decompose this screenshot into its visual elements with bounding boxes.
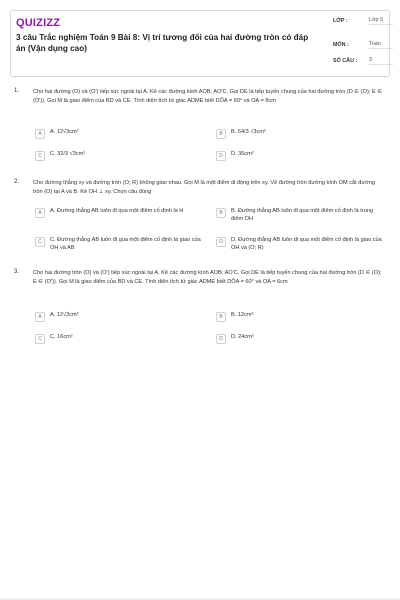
option-text: C. Đường thẳng AB luôn đi qua một điểm cố định là giao của OH và AB	[50, 237, 201, 251]
grade-value: Lớp 9	[369, 17, 393, 25]
option-letter-badge: B	[216, 312, 226, 322]
option-text: D. 24cm²	[231, 334, 254, 340]
option-text: D. 36cm²	[231, 151, 254, 157]
option-a[interactable]	[35, 208, 205, 218]
option-d[interactable]	[216, 151, 386, 161]
grade-label: LỚP :	[333, 18, 348, 24]
option-text: A. 12√3cm²	[50, 129, 79, 135]
option-letter-badge: C	[35, 151, 45, 161]
option-text: C. 16cm²	[50, 334, 73, 340]
option-d[interactable]	[216, 237, 386, 253]
question-number: 1.	[14, 88, 20, 94]
quizizz-logo: QUIZIZZ	[16, 17, 61, 29]
option-letter-badge: A	[35, 129, 45, 139]
subject-label: MÔN :	[333, 42, 349, 48]
option-a[interactable]	[35, 312, 205, 322]
question-number: 2.	[14, 179, 20, 185]
option-text: D. Đường thẳng AB luôn đi qua một điểm cố định là giao của OH và (O; R)	[231, 237, 382, 251]
option-letter-badge: B	[216, 208, 226, 218]
option-letter-badge: C	[35, 334, 45, 344]
option-text: B. 12cm²	[231, 312, 254, 318]
question-text: Cho đường thẳng xy và đường tròn (O; R) không giao nhau. Gọi M là một điểm di động trên xy. Vẽ đường tròn đường kính OM cắt đường tròn (O) tại A và B. Kẻ OH ⊥ xy. Chọn câu đúng	[33, 180, 375, 195]
option-c[interactable]	[35, 237, 205, 253]
option-letter-badge: C	[35, 237, 45, 247]
option-text: A. 12√3cm²	[50, 312, 79, 318]
option-letter-badge: A	[35, 312, 45, 322]
option-c[interactable]	[35, 334, 205, 344]
subject-value: Toán	[369, 41, 393, 49]
option-b[interactable]	[216, 208, 386, 224]
option-text: B. 64/3 √3cm²	[231, 129, 266, 135]
question-text: Cho hai đường (O) và (O') tiếp xúc ngoài tại A. Kẻ các đường kính AOB; AO'C. Gọi DE là tiếp tuyến chung của hai đường tròn (D ∈ (O); E ∈ (O')). Gọi M là giao điểm của BD và CE. Tính diện tích tứ giác ADME biết DÔA = 60° và OA = 8cm	[33, 89, 383, 104]
option-c[interactable]	[35, 151, 205, 161]
option-letter-badge: D	[216, 151, 226, 161]
option-text: A. Đường thẳng AB luôn đi qua một điểm cố định là H	[50, 208, 184, 214]
option-letter-badge: D	[216, 334, 226, 344]
option-a[interactable]	[35, 129, 205, 139]
option-b[interactable]	[216, 129, 386, 139]
option-letter-badge: D	[216, 237, 226, 247]
option-letter-badge: A	[35, 208, 45, 218]
option-letter-badge: B	[216, 129, 226, 139]
option-text: C. 32/3 √3cm²	[50, 151, 86, 157]
worksheet-header	[10, 10, 390, 77]
question-text: Cho hai đường tròn (O) và (O') tiếp xúc ngoài tại A. Kẻ các đường kính AOB; AO'C. Gọi DE là tiếp tuyến chung của hai đường tròn (D ∈ (O); E ∈ (O')). Gọi M là giao điểm của BD và CE. Tính diện tích tứ giác ADME biết DÔA = 60° và OA = 6cm	[33, 270, 382, 285]
option-b[interactable]	[216, 312, 386, 322]
worksheet-title: 3 câu Trắc nghiệm Toán 9 Bài 8: Vị trí tương đối của hai đường tròn có đáp án (Vận dụng cao)	[16, 33, 309, 53]
question-count-value: 3	[369, 57, 393, 65]
option-text: B. Đường thẳng AB luôn đi qua một điểm cố định là trung điểm OH	[231, 208, 374, 222]
question-number: 3.	[14, 269, 20, 275]
question-count-label: SỐ CÂU :	[333, 58, 358, 64]
option-d[interactable]	[216, 334, 386, 344]
